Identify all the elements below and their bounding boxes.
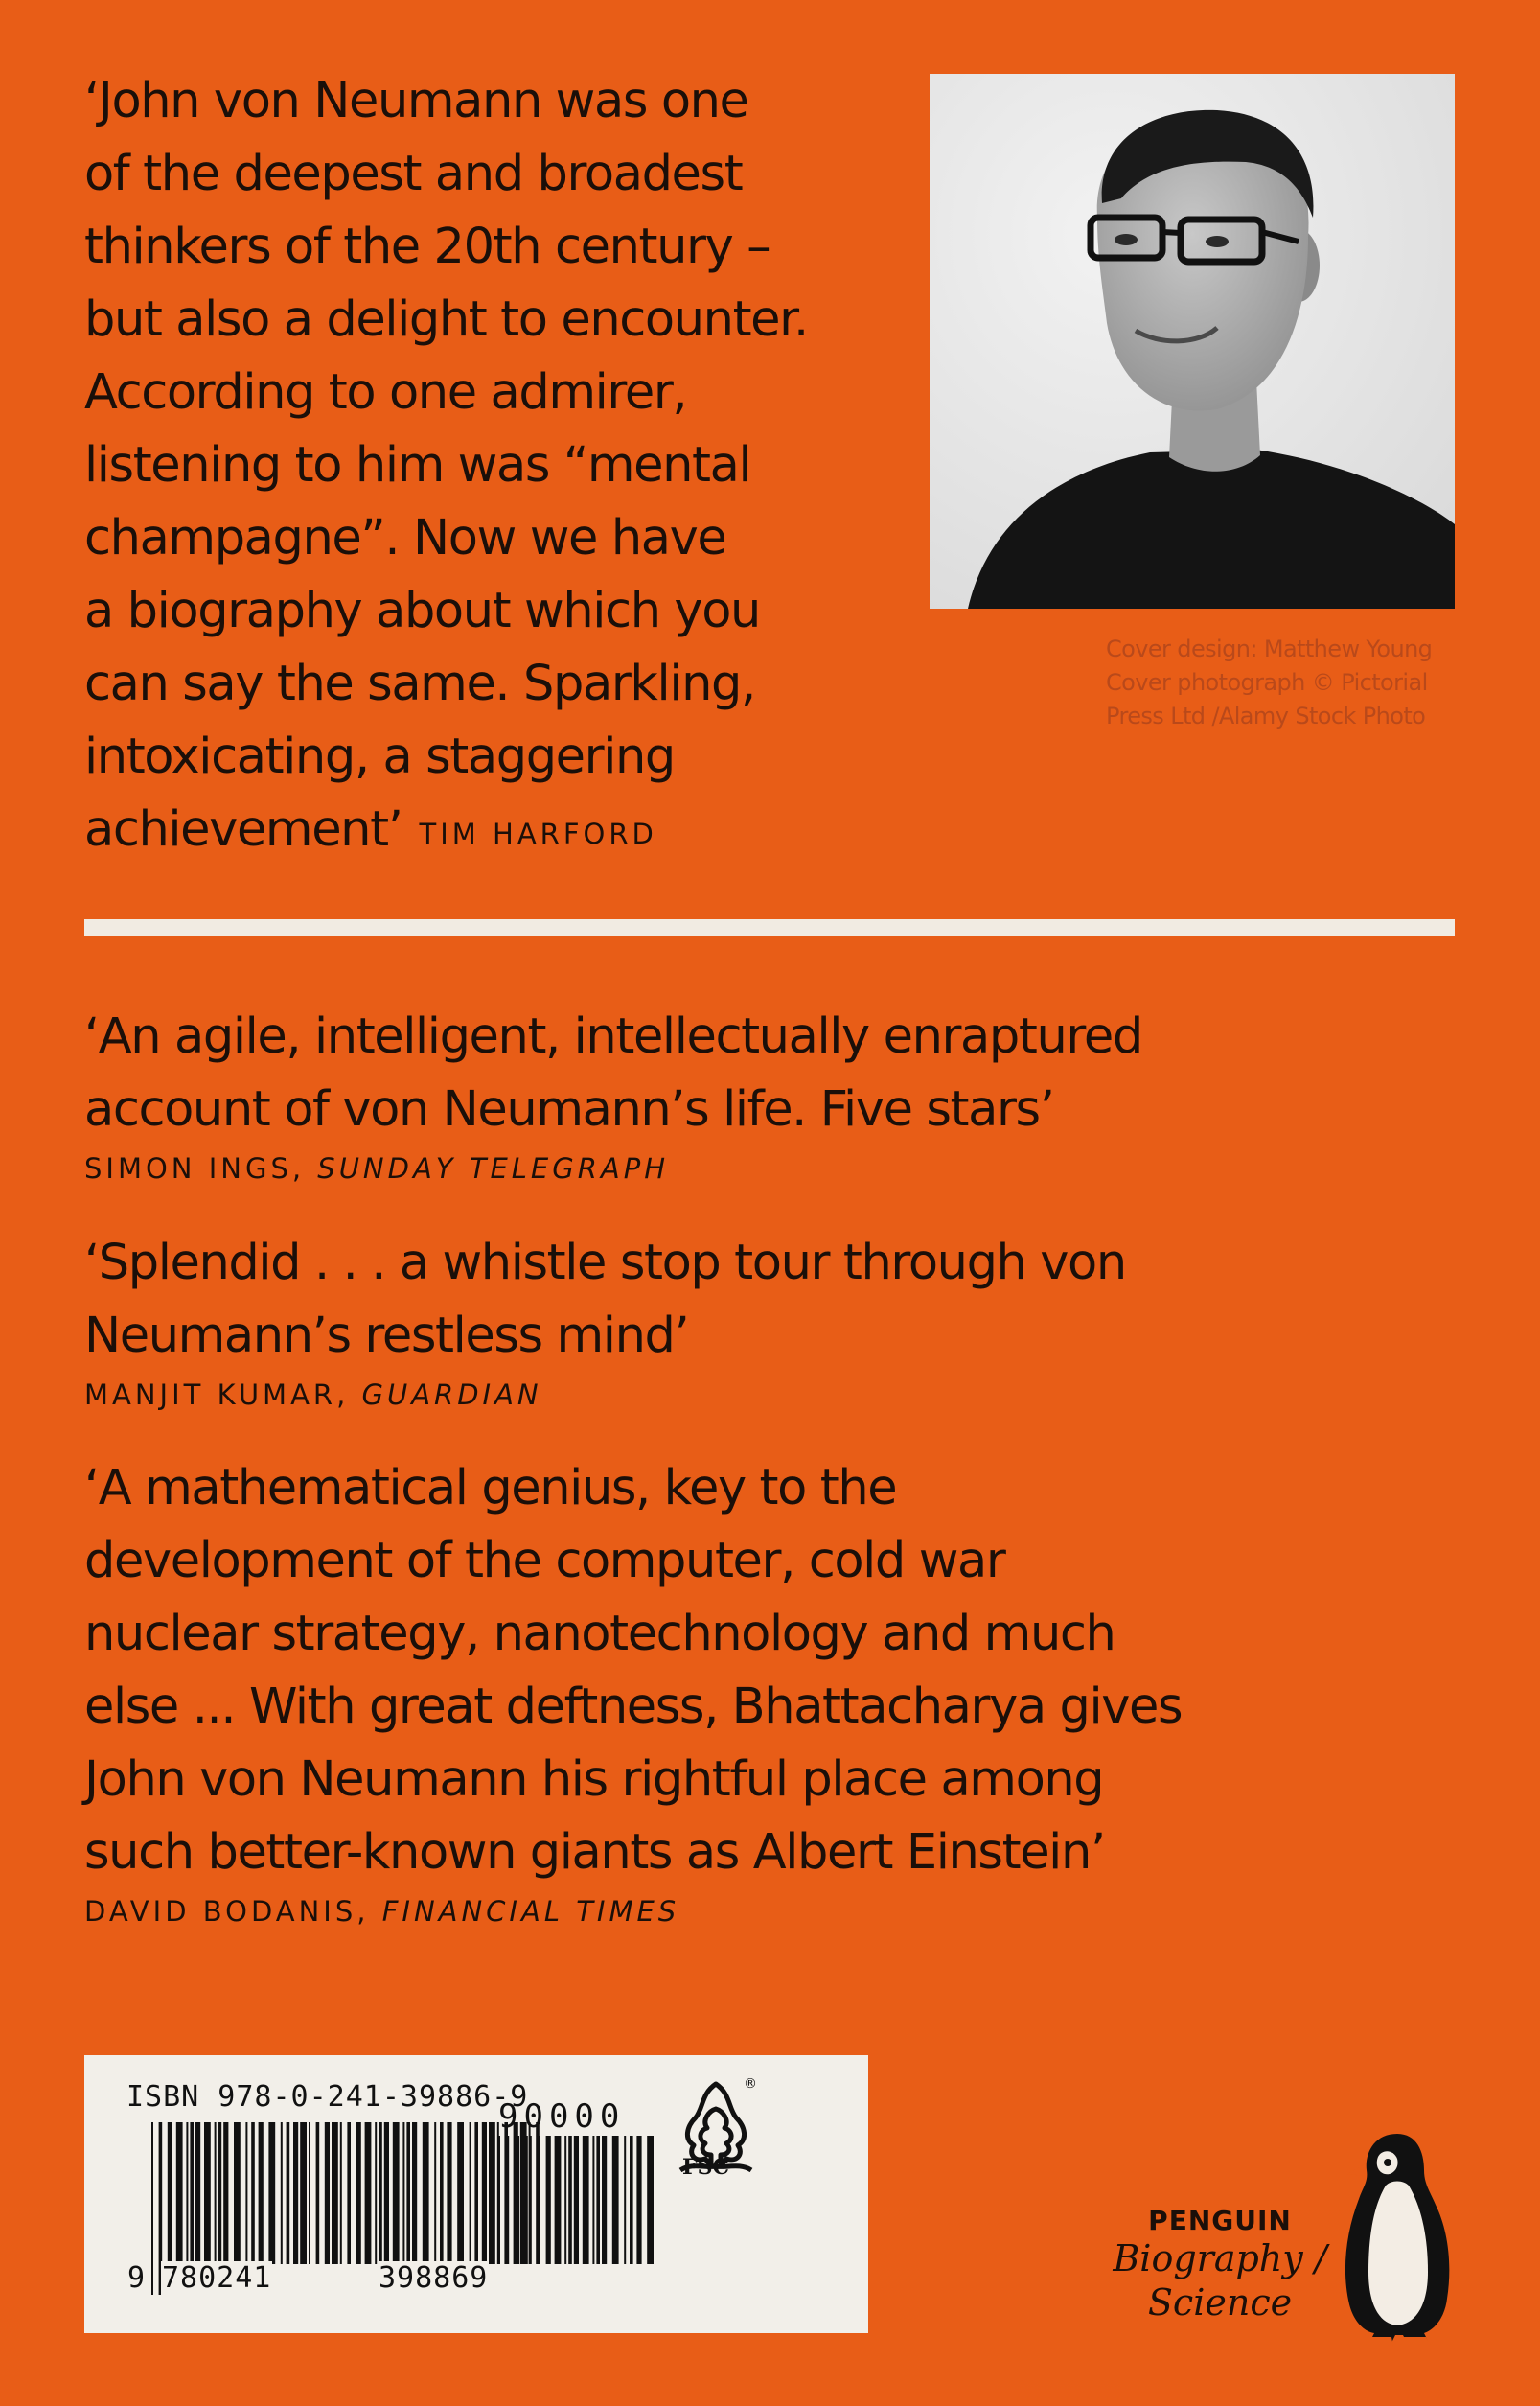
barcode-bar xyxy=(300,2122,307,2264)
barcode-bar xyxy=(521,2136,528,2264)
barcode-bar xyxy=(287,2122,290,2264)
barcode-bar xyxy=(596,2136,600,2264)
review-line: ‘An agile, intelligent, intellectually enraptured xyxy=(84,1008,1142,1065)
quote-last-line xyxy=(84,794,947,870)
review xyxy=(84,1227,1426,1411)
review-author: MANJIT KUMAR, xyxy=(84,1378,350,1411)
divider xyxy=(84,919,1455,936)
fsc-label: FSC xyxy=(682,2155,730,2180)
barcode-bar xyxy=(356,2122,361,2264)
barcode-bar xyxy=(218,2122,222,2264)
barcode-bar xyxy=(564,2136,566,2264)
barcode-bar xyxy=(555,2136,562,2264)
quote-line: can say the same. Sparkling, xyxy=(84,656,755,712)
author-photo xyxy=(930,74,1455,609)
quote-line: thinkers of the 20th century – xyxy=(84,219,770,275)
review xyxy=(84,1452,1426,1928)
barcode-bar xyxy=(268,2122,275,2264)
barcode-bar xyxy=(176,2122,183,2264)
quote-line: listening to him was “mental xyxy=(84,437,751,494)
barcode-bar xyxy=(259,2122,264,2264)
barcode-bar xyxy=(568,2136,572,2264)
quote-attribution: TIM HARFORD xyxy=(419,818,657,850)
penguin-logo-icon xyxy=(1336,2128,1459,2348)
barcode-bar xyxy=(215,2122,217,2264)
barcode-bar xyxy=(332,2122,338,2264)
barcode-bar xyxy=(309,2122,310,2264)
barcode-bar xyxy=(440,2122,444,2264)
credit-line: Cover photograph © Pictorial xyxy=(1106,669,1428,696)
barcode-left-digits: 780241 xyxy=(162,2261,272,2295)
barcode-bar xyxy=(457,2122,464,2264)
barcode-bar xyxy=(234,2122,241,2264)
barcode-bar xyxy=(498,2136,500,2264)
publisher-imprint xyxy=(1110,2205,1330,2325)
category-line: Science xyxy=(1147,2281,1293,2324)
barcode-bar xyxy=(530,2136,532,2264)
review-text xyxy=(84,1001,1426,1146)
barcode-bar xyxy=(151,2122,153,2295)
review-line: else ... With great deftness, Bhattacharya gives xyxy=(84,1678,1183,1735)
barcode-bar xyxy=(474,2122,478,2264)
review-publication: GUARDIAN xyxy=(361,1378,542,1411)
barcode-bar xyxy=(293,2122,298,2264)
barcode-bar xyxy=(186,2122,188,2264)
review-attribution xyxy=(84,1895,1426,1928)
publisher-name: PENGUIN xyxy=(1148,2205,1292,2236)
barcode-addon-digits: 90000 xyxy=(498,2097,626,2136)
review-publication: FINANCIAL TIMES xyxy=(381,1895,680,1928)
cover-credits xyxy=(1106,633,1489,733)
barcode-bar xyxy=(223,2122,228,2264)
review-author: DAVID BODANIS, xyxy=(84,1895,370,1928)
barcode-bar xyxy=(379,2122,382,2264)
credit-line: Press Ltd /Alamy Stock Photo xyxy=(1106,703,1426,729)
barcode-bar xyxy=(340,2122,342,2264)
review-line: account of von Neumann’s life. Five stars’ xyxy=(84,1081,1054,1138)
review-line: John von Neumann his rightful place among xyxy=(84,1751,1104,1808)
barcode-bar xyxy=(592,2136,594,2264)
quote-line: ‘John von Neumann was one xyxy=(84,73,748,129)
review xyxy=(84,1001,1426,1185)
barcode-bar xyxy=(190,2122,194,2264)
review-publication: SUNDAY TELEGRAPH xyxy=(317,1152,669,1185)
top-quote xyxy=(84,65,947,870)
category-line: Biography / xyxy=(1113,2237,1327,2279)
barcode-panel xyxy=(84,2055,868,2333)
barcode-bar xyxy=(583,2136,589,2264)
quote-line: but also a delight to encounter. xyxy=(84,291,808,348)
barcode-bar xyxy=(602,2136,607,2264)
barcode-bar xyxy=(647,2136,654,2264)
barcode-bar xyxy=(574,2136,579,2264)
author-portrait-icon xyxy=(930,74,1455,609)
review-line: ‘Splendid . . . a whistle stop tour through von xyxy=(84,1235,1126,1291)
barcode-bar xyxy=(624,2136,626,2264)
isbn-label: ISBN 978-0-241-39886-9 xyxy=(126,2080,529,2114)
fsc-registered-mark: ® xyxy=(744,2076,757,2092)
barcode-bar xyxy=(506,2136,510,2264)
barcode-bar xyxy=(402,2122,404,2264)
barcode-bar xyxy=(489,2122,495,2264)
barcode-bar xyxy=(245,2122,247,2264)
review-line: nuclear strategy, nanotechnology and much xyxy=(84,1606,1115,1662)
barcode-bar xyxy=(537,2136,540,2264)
review-line: development of the computer, cold war xyxy=(84,1533,1005,1589)
credit-line: Cover design: Matthew Young xyxy=(1106,636,1433,662)
barcode-bar xyxy=(447,2122,451,2264)
barcode-bar xyxy=(168,2122,172,2264)
barcode-addon-icon xyxy=(498,2136,656,2295)
review-text xyxy=(84,1227,1426,1373)
barcode-bar xyxy=(204,2122,211,2264)
barcode-bar xyxy=(325,2122,330,2264)
barcode-bar xyxy=(636,2136,641,2264)
quote-line: champagne”. Now we have xyxy=(84,510,726,567)
review-attribution xyxy=(84,1378,1426,1411)
barcode-bar xyxy=(195,2122,200,2264)
barcode-bar xyxy=(281,2122,283,2264)
barcode-bar xyxy=(434,2122,436,2264)
barcode-bar xyxy=(482,2122,487,2264)
barcode-bar xyxy=(251,2122,255,2264)
barcode-bar xyxy=(515,2136,519,2264)
review-line: Neumann’s restless mind’ xyxy=(84,1307,689,1364)
quote-line: achievement’ xyxy=(84,801,402,858)
barcode-lead-digit: 9 xyxy=(127,2261,147,2295)
review-attribution xyxy=(84,1152,1426,1185)
review-text xyxy=(84,1452,1426,1889)
quote-line: a biography about which you xyxy=(84,583,760,639)
barcode-bar xyxy=(375,2122,377,2264)
barcode-bar xyxy=(316,2122,320,2264)
quote-line: intoxicating, a staggering xyxy=(84,729,675,785)
barcode-right-digits: 398869 xyxy=(379,2261,489,2295)
review-line: such better-known giants as Albert Einstein’ xyxy=(84,1824,1105,1881)
barcode-bar xyxy=(384,2122,389,2264)
quote-line: According to one admirer, xyxy=(84,364,687,421)
barcode-bar xyxy=(393,2122,400,2264)
barcode-bar xyxy=(630,2136,633,2264)
barcode-bar xyxy=(365,2122,372,2264)
review-author: SIMON INGS, xyxy=(84,1152,306,1185)
barcode-bar xyxy=(470,2122,471,2264)
barcode-bar xyxy=(423,2122,429,2264)
barcode-bar xyxy=(347,2122,351,2264)
barcode-bar xyxy=(612,2136,619,2264)
quote-line: of the deepest and broadest xyxy=(84,146,743,202)
review-line: ‘A mathematical genius, key to the xyxy=(84,1460,897,1516)
barcode-bar xyxy=(546,2136,551,2264)
